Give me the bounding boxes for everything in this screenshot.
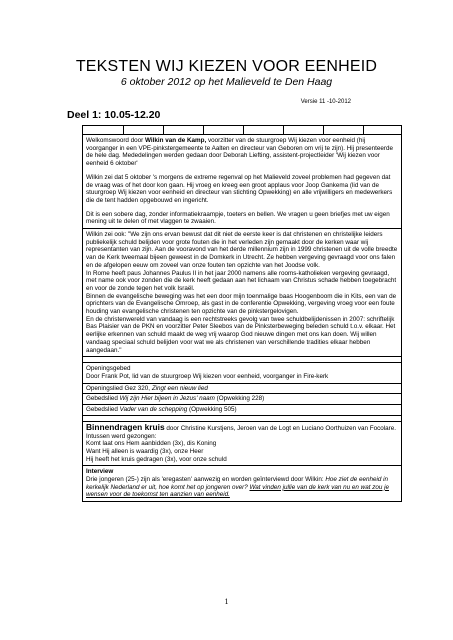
speech-paragraph-2: In Rome heeft paus Johannes Paulus II in het jaar 2000 namens alle rooms-katholieken vergeving gevraagd, met name ook voor zonden die de kerk heeft gedaan aan het lichaam van Christus schade hebben toegebracht en voor de zonde tegen het volk Israël. <box>86 269 397 292</box>
speech-paragraph-3: Binnen de evangelische beweging was het een door mijn toenmalige baas Hoogenboom die in Kits, een van de oprichters van de Evangelische Omroep, als gast in de conferentie Opwekking, vergeving vroeg voor een foute houding van evangelische christenen ten opzichte van de pinkstergelovigen. <box>86 292 397 316</box>
cross-line: Komt laat ons Hem aanbidden (3x), dis Koning <box>86 440 217 448</box>
prayer-label: Openingsgebed <box>86 365 131 373</box>
song-row-2: Gebedslied Wij zijn Hier bijeen in Jezus' naam (Opwekking 228) <box>83 394 401 405</box>
song-row-1: Openingslied Gez 320, Zingt een nieuw lied <box>83 384 401 395</box>
prayer-detail: Door Frank Pot, lid van de stuurgroep Wij kiezen voor eenheid, voorganger in Fire-kerk <box>86 372 329 380</box>
interview-heading: Interview <box>86 468 114 476</box>
speaker-name: Wilkin van de Kamp, <box>145 137 207 144</box>
cross-intro: Intussen werd gezongen: <box>86 432 157 440</box>
version-label: Versie 11 -10-2012 <box>300 99 351 105</box>
speech-paragraph-1: Wilkin zei ook: "We zijn ons ervan bewust dat dit niet de eerste keer is dat christenen en christelijke leiders publiekelijk schuld belijden voor grote fouten die in het verleden zijn gemaakt door de kerken waar wij representanten van zijn. Aan de vooravond van het derde millennium zijn in 1999 christenen uit de volle breedte van de Kerk tweemaal bijeen geweest in de Domkerk in Utrecht. Ze hebben vergeving gevraagd voor ons falen en de afgelopen eeuw om zoveel van onze fouten ten opzichte van het Joodse volk. <box>86 231 398 269</box>
document-title: TEKSTEN WIJ KIEZEN VOOR EENHEID <box>75 58 378 75</box>
cross-row: Binnendragen kruis door Christine Kurstjens, Jeroen van de Logt en Luciano Oorthuizen van Focolare. Intussen werd gezongen: Komt laat ons Hem aanbidden (3x), dis Koning Want Hij alleen is waardig (3x), onze Heer Hij heeft het kruis gedragen (3x), voor onze schuld <box>83 422 401 467</box>
cross-line: Hij heeft het kruis gedragen (3x), voor onze schuld <box>86 455 227 463</box>
section-heading: Deel 1: 10.05-12.20 <box>67 109 161 121</box>
welcome-row <box>83 135 401 229</box>
cross-line: Want Hij alleen is waardig (3x), onze Heer <box>86 447 204 455</box>
document-subtitle: 6 oktober 2012 op het Malieveld te Den Haag <box>120 76 333 88</box>
song-row-3: Gebedslied Vader van de schepping (Opwekking 505) <box>83 405 401 416</box>
prayer-row <box>83 363 401 383</box>
table-ruler <box>82 125 402 134</box>
speech-row <box>83 229 401 357</box>
welcome-paragraph-3: Dit is een sobere dag, zonder informatiekraampje, toeters en bellen. We vragen u geen briefjes met uw eigen mening uit te delen of met vlaggen te zwaaien. <box>86 210 390 226</box>
program-table <box>82 125 402 502</box>
cross-heading: Binnendragen kruis <box>86 421 165 432</box>
interview-row: Interview Drie jongeren (25-) zijn als 'eregasten' aanwezig en worden geïnterviewd door Wilkin: Hoe ziet de eenheid in kerkelijk Nederland er uit, hoe komt het op jongeren over? Wat vinden jullie van de kerk van nu en wat zou je wensen voor de toekomst ten aanzien van eenheid. <box>83 466 401 501</box>
speech-paragraph-4: En de christenwereld van vandaag is een rechtstreeks gevolg van twee schuldbelijdenissen in 2007: schriftelijk Bas Plaisier van de PKN en voorzitter Peter Sleebos van de Pinksterbeweging beleden schuld t.o.v. elkaar. Het eerlijke erkennen van schuld maakt de weg vrij waarop God nieuwe dingen met ons kan doen. Wij willen vandaag speciaal schuld belijden voor wat we als christenen van verschillende tradities elkaar hebben aangedaan." <box>86 315 396 354</box>
welcome-paragraph-2: Wilkin zei dat 5 oktober 's morgens de extreme regenval op het Malieveld zoveel problemen had gegeven dat de vraag was of het door kon gaan. Hij vroeg en kreeg een groot applaus voor Joop Gankema (lid van de stuurgroep Wij kiezen voor eenheid en directeur van stichting Opwekking) en alle vrijwilligers en medewerkers die de tent hadden opgebouwd en ingericht. <box>86 173 393 204</box>
page-number: 1 <box>224 597 229 606</box>
welcome-paragraph: Welkomswoord door Wilkin van de Kamp, voorzitter van de stuurgroep Wij kiezen voor eenheid (hij voorganger in een VPE-pinkstergemeente te Aalten en directeur van Geboren om vrij te zijn). Hij presenteerde de hele dag. Mededelingen werden gedaan door Deborah Liefting, assistent-projectleider 'Wij kiezen voor eenheid 6 oktober' <box>86 137 393 168</box>
